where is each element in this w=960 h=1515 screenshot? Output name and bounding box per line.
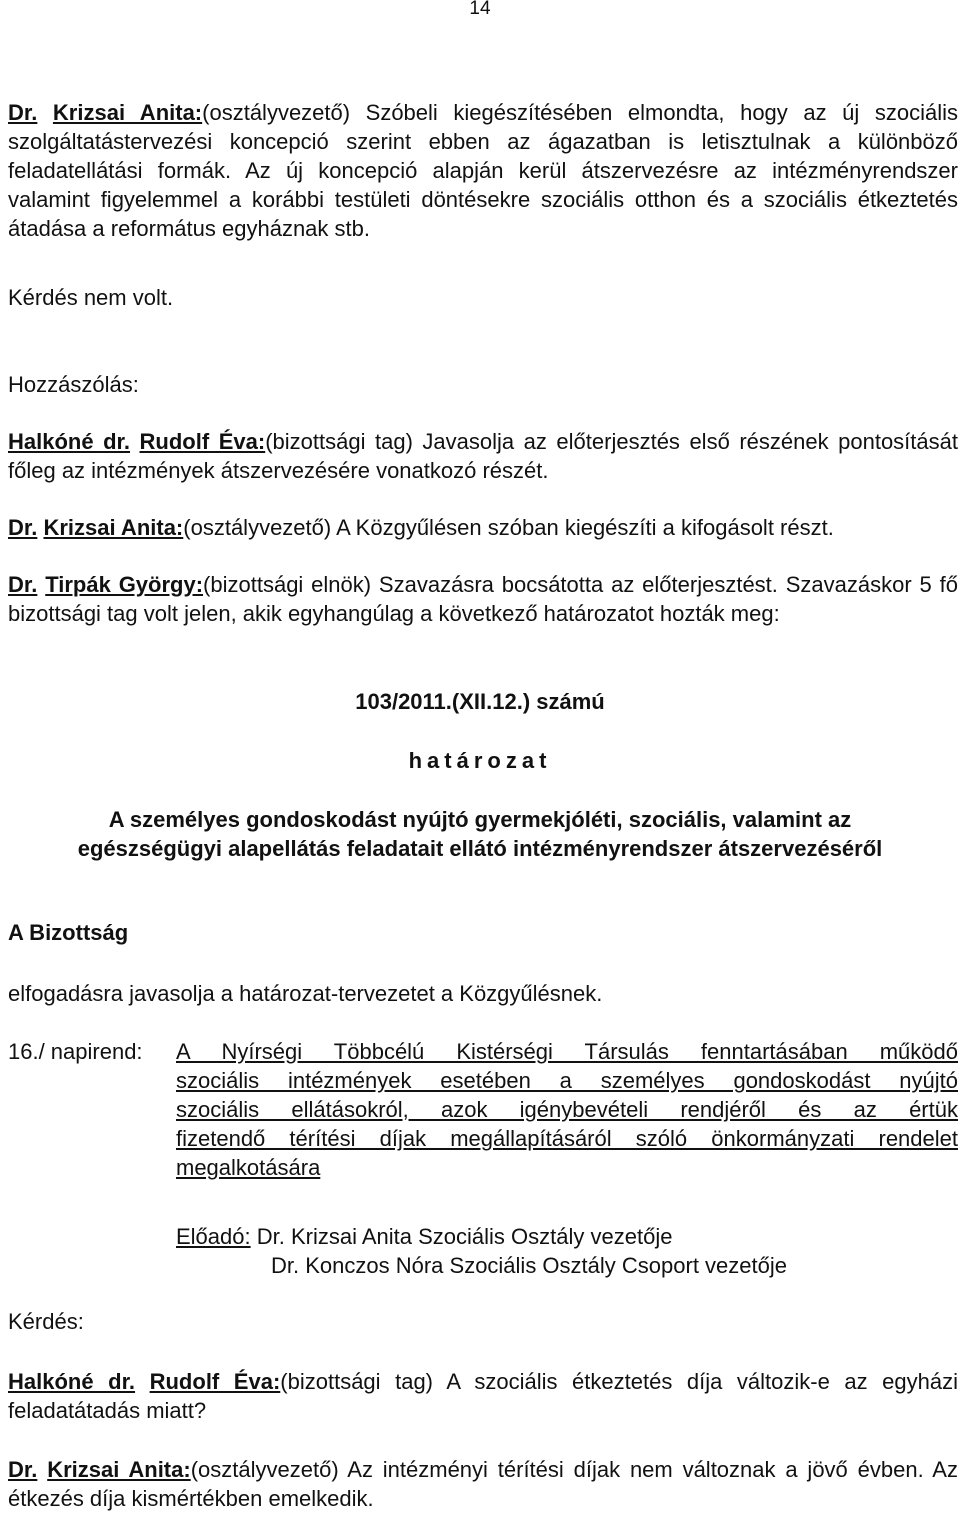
speaker-name: Rudolf Éva: — [149, 1369, 281, 1394]
speaker-name: Krizsai Anita: — [43, 515, 184, 540]
paragraph-text: (osztályvezető) Szóbeli kiegészítésében elmondta, hogy az új szociális szolgáltatástervezési koncepció szerint ebben az ágazatban is letisztulnak a különböző feladatellátási formák. Az új koncepció alapján kerül átszervezésre az intézményrendszer valamint figyelemmel a korábbi testületi döntésekre szociális otthon és a szociális étkeztetés átadása a református egyháznak stb. — [8, 100, 958, 241]
resolution-number: 103/2011.(XII.12.) számú — [355, 689, 605, 714]
speaker-title: Halkóné dr. — [8, 1369, 136, 1394]
paragraph-krizsai-1 — [8, 98, 958, 243]
agenda-label: 16./ napirend: — [8, 1039, 143, 1064]
presenter-label: Előadó: — [176, 1224, 251, 1249]
speaker-title: Dr. — [8, 1457, 38, 1482]
presenter-second: Dr. Konczos Nóra Szociális Osztály Csoport vezetője — [271, 1253, 787, 1278]
agenda-line: megalkotására — [176, 1155, 321, 1180]
question-heading: Kérdés: — [8, 1309, 84, 1334]
speaker-name: Rudolf Éva: — [139, 429, 266, 454]
paragraph-krizsai-3 — [8, 1455, 958, 1513]
paragraph-krizsai-2 — [8, 513, 958, 542]
paragraph-text: (osztályvezető) A Közgyűlésen szóban kiegészíti a kifogásolt részt. — [183, 515, 834, 540]
paragraph-halkone-2 — [8, 1367, 958, 1425]
speaker-title: Dr. — [8, 100, 38, 125]
resolution-title-line1: A személyes gondoskodást nyújtó gyermekjóléti, szociális, valamint az — [108, 807, 852, 832]
speaker-name: Krizsai Anita: — [52, 100, 203, 125]
paragraph-text: (osztályvezető) Az intézményi térítési díjak nem változnak a jövő évben. Az étkezés díja kismértékben emelkedik. — [8, 1457, 958, 1511]
paragraph-halkone-1 — [8, 427, 958, 485]
page-number: 14 — [469, 0, 491, 19]
comments-heading: Hozzászólás: — [8, 372, 139, 397]
speaker-name: Tirpák György: — [45, 572, 204, 597]
presenter-name: Dr. Krizsai Anita Szociális Osztály vezetője — [250, 1224, 673, 1249]
paragraph-tirpak — [8, 570, 958, 628]
paragraph-text: (bizottsági elnök) Szavazásra bocsátotta az előterjesztést. Szavazáskor 5 fő bizottsági tag volt jelen, akik egyhangúlag a következő határozatot hozták meg: — [8, 572, 958, 626]
agenda-line: A Nyírségi Többcélú Kistérségi Társulás fenntartásában működő — [176, 1039, 958, 1064]
committee-heading: A Bizottság — [8, 920, 129, 945]
paragraph-text: (bizottsági tag) A szociális étkeztetés díja változik-e az egyházi feladatátadás miatt? — [8, 1369, 958, 1423]
speaker-title: Halkóné dr. — [8, 429, 131, 454]
agenda-line: szociális ellátásokról, azok igénybevételi rendjéről és az értük — [176, 1097, 958, 1122]
resolution-title-line2: egészségügyi alapellátás feladatait ellátó intézményrendszer átszervezéséről — [77, 836, 883, 861]
agenda-line: fizetendő térítési díjak megállapításáról szóló önkormányzati rendelet — [176, 1126, 958, 1151]
speaker-name: Krizsai Anita: — [47, 1457, 191, 1482]
speaker-title: Dr. — [8, 515, 38, 540]
agenda-title — [176, 1037, 958, 1182]
paragraph-text: (bizottsági tag) Javasolja az előterjesztés első részének pontosítását főleg az intézmények átszervezésére vonatkozó részét. — [8, 429, 958, 483]
agenda-line: szociális intézmények esetében a személyes gondoskodást nyújtó — [176, 1068, 958, 1093]
presenter-first — [176, 1222, 672, 1251]
committee-decision: elfogadásra javasolja a határozat-tervezetet a Közgyűlésnek. — [8, 981, 603, 1006]
resolution-word: határozat — [408, 748, 552, 773]
speaker-title: Dr. — [8, 572, 38, 597]
no-question-note: Kérdés nem volt. — [8, 285, 174, 310]
